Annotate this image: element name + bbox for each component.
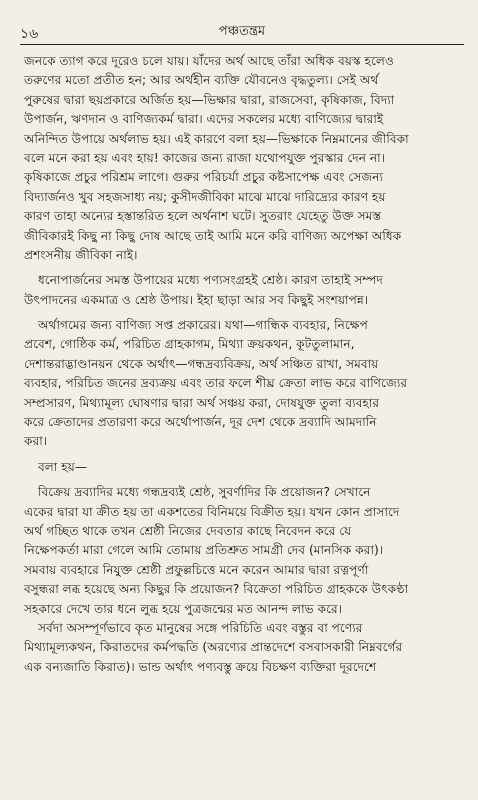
text-line: সম্প্রসারণ, মিথ্যামূল্য ঘোষণার দ্বারা অর্থ সঞ্চয় করা, দোষযুক্ত তুলা ব্যবহার [24, 395, 380, 410]
text-line: দেশান্তরাদ্ভাণ্ডানয়ন থেকে অর্থাৎ—গন্ধদ্রব্যবিক্রয়, অর্থ সঞ্চিত রাখা, সমবায় [24, 356, 379, 371]
text-line: কারণ তাহা অন্যের হস্তান্তরিত হলে অর্থনাশ ঘটে। সুতরাং যেহেতু উক্ত সমস্ত [24, 209, 382, 224]
text-line: জনকে ত্যাগ করে দূরেও চলে যায়। যাঁদের অর্থ আছে তাঁরা অধিক বয়স্ক হলেও [24, 54, 394, 68]
text-line: বসুন্ধরা লব্ধ হয়েছে অন্য কিছুর কি প্রয়োজন? বিক্রেতা পরিচিত গ্রাহককে উৎকণ্ঠা [24, 582, 409, 597]
text-line: করা। [24, 434, 48, 449]
text-line: বিদ্যার্জনও খুব সহজসাধ্য নয়; কুসীদজীবিকা মাঝে মাঝে দারিদ্র্যের কারণ হয় [24, 189, 386, 204]
text-line: প্রবেশ, গোষ্ঠিক কর্ম, পরিচিত গ্রাহকাগম, মিথ্যা ক্রয়কথন, কূটতুলামান, [24, 337, 355, 352]
text-line: অনিন্দিত উপায়ে অর্থলাভ হয়। এই কারণে বলা হয়—ভিক্ষাকে নিম্নমানের জীবিকা [24, 131, 409, 146]
page-number: ১৬ [20, 26, 39, 42]
paragraph [24, 52, 464, 265]
paragraph [24, 271, 464, 310]
text-line: তরুণের মতো প্রতীত হন; আর অর্থহীন ব্যক্তি যৌবনেও বৃদ্ধতুল্য। সেই অর্থ [24, 73, 379, 88]
text-line: অর্থাগমের জন্য বাণিজ্য সপ্ত প্রকারের। যথা—গান্ধিক ব্যবহার, নিক্ষেপ [38, 318, 368, 333]
page-header [20, 22, 464, 45]
text-line: বিক্রেয় দ্রব্যাদির মধ্যে গন্ধদ্রব্যই শ্রেষ্ঠ, সুবর্ণাদির কি প্রয়োজন? সেখানে [38, 485, 371, 500]
text-line: উৎপাদনের একমাত্র ও শ্রেষ্ঠ উপায়। ইহা ছাড়া আর সব কিছুই সংশয়াপন্ন। [24, 292, 369, 307]
text-line: ব্যবহার, পরিচিত জনের দ্রব্যক্রয় এবং তার ফলে শীঘ্র ক্রেতা লাভ করে বাণিজ্যের [24, 376, 408, 391]
paragraph [24, 316, 464, 452]
text-line: বলা হয়— [38, 459, 88, 474]
text-line: সর্বদা অসম্পূর্ণভাবে কৃত মানুষের সঙ্গে পরিচিতি এবং বস্তুর বা পণ্যের [38, 620, 363, 635]
text-line: সমবায় ব্যবহারে নিযুক্ত শ্রেষ্ঠী প্রফুল্লচিত্তে মনে করেন আমার দ্বারা রত্নপূর্ণা [24, 562, 369, 577]
page-body [24, 52, 464, 677]
text-line: করে ক্রেতাদের প্রতারণা করে অর্থোপার্জন, দূর দেশ থেকে দ্রব্যাদি আমদানি [24, 415, 377, 430]
text-line: উপার্জন, ঋণদান ও বাণিজ্যকর্ম দ্বারা। এদের সকলের মধ্যে বাণিজ্যের দ্বারাই [24, 112, 384, 127]
text-line: পুরুষের দ্বারা ছয়প্রকারে অর্জিত হয়—ভিক্ষার দ্বারা, রাজসেবা, কৃষিকাজ, বিদ্যা [24, 92, 395, 107]
quoted-paragraph [24, 483, 464, 619]
running-title: পঞ্চতন্ত্রম [218, 24, 266, 39]
text-line: ধনোপার্জনের সমস্ত উপায়ের মধ্যে পণ্যসংগ্রহই শ্রেষ্ঠ। কারণ তাহাই সম্পদ [38, 273, 383, 288]
text-line: অর্থ গচ্ছিত থাকে তখন শ্রেষ্ঠী নিজের দেবতার কাছে নিবেদন করে যে [24, 523, 352, 538]
paragraph [24, 458, 464, 477]
text-line: সহকারে দেখে তার ধনে লুব্ধ হয়ে পুত্রজন্মের মত আনন্দ লাভ করে। [24, 601, 343, 616]
text-line: একের দ্বারা যা ক্রীত হয় তা একশতের বিনিময়ে বিক্রীত হয়। যখন কোন প্রাসাদে [24, 504, 400, 519]
text-line: বলে মনে করা হয় এবং হায়! কাজের জন্য রাজা যথোপযুক্ত পুরস্কার দেন না। [24, 150, 386, 165]
text-line: এক বন্যজাতি কিরাত)। ভান্ড অর্থাৎ পণ্যবস্তু ক্রয়ে বিচক্ষণ ব্যক্তিরা দূরদেশে [24, 659, 377, 674]
text-line: কৃষিকাজে প্রচুর পরিশ্রম লাগে। গুরুর পরিচর্যা প্রচুর কষ্টসাপেক্ষ এবং সেজন্য [24, 170, 384, 185]
text-line: জীবিকারই কিছু না কিছু দোষ আছে তাই আমি মনে করি বাণিজ্য অপেক্ষা অধিক [24, 228, 402, 243]
text-line: মিথ্যামূল্যকথন, কিরাতদের কর্মপদ্ধতি (অরণ্যের প্রান্তদেশে বসবাসকারী নিম্নবর্গের [24, 640, 403, 655]
paragraph [24, 619, 464, 677]
text-line: প্রশংসনীয় জীবিকা নাই। [24, 247, 138, 262]
text-line: নিক্ষেপকর্তা মারা গেলে আমি তোমায় প্রতিশ্রুত সামগ্রী দেব (মানসিক করা)। [24, 543, 384, 558]
